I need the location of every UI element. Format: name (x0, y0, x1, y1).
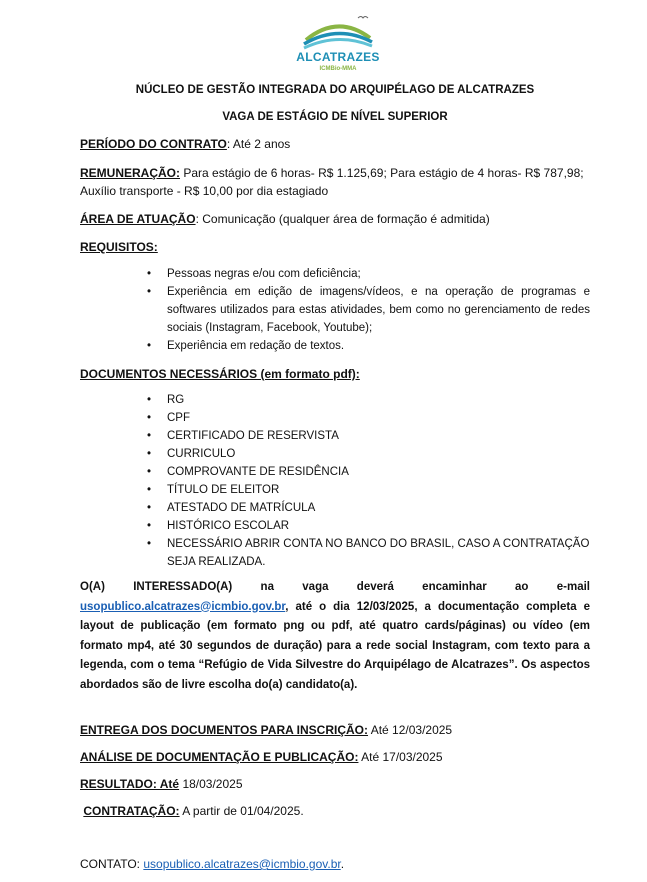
bullet-icon: • (147, 412, 152, 424)
contato-tail: . (340, 857, 345, 871)
list-item-text: HISTÓRICO ESCOLAR (167, 520, 290, 532)
list-item (145, 481, 590, 499)
page-subheading: VAGA DE ESTÁGIO DE NÍVEL SUPERIOR (222, 111, 448, 123)
bullet-icon: • (147, 538, 152, 550)
entrega-row (80, 721, 590, 739)
list-item (145, 499, 590, 517)
analise-row (80, 748, 590, 766)
list-item-text: CERTIFICADO DE RESERVISTA (167, 430, 339, 442)
requisitos-list (145, 265, 590, 355)
list-item (145, 391, 590, 409)
logo-name: ALCATRAZES (296, 50, 380, 64)
logo-waves-icon (296, 8, 380, 50)
requisitos-label (80, 238, 590, 256)
logo-subtitle: ICMBio-MMA (319, 66, 357, 72)
instrucoes-rest: , até o dia 12/03/2025, a documentação completa e layout de publicação (em formato png ou pdf, até quatro cards/páginas) ou vídeo (em formato mp4, até 30 segundos de duração) para a rede social Instagram, com texto para a legenda, com o tema “Refúgio de Vida Silvestre do Arquipélago de Alcatrazes”. Os aspectos abordados são de livre escolha do(a) candidato(a). (80, 600, 590, 691)
documentos-label-text: DOCUMENTOS NECESSÁRIOS (em formato pdf): (80, 367, 360, 381)
bullet-icon: • (147, 430, 152, 442)
list-item (145, 517, 590, 535)
periodo-row (80, 135, 590, 153)
area-value: : Comunicação (qualquer área de formação é admitida) (195, 212, 490, 226)
instrucoes-paragraph (80, 578, 590, 695)
area-label: ÁREA DE ATUAÇÃO (80, 212, 196, 226)
bullet-icon: • (147, 520, 152, 532)
list-item-text: RG (167, 394, 185, 406)
entrega-value: Até 12/03/2025 (368, 723, 453, 737)
bullet-icon: • (147, 448, 152, 460)
bullet-icon: • (147, 268, 152, 280)
contato-label: CONTATO: (80, 857, 144, 871)
documentos-list (145, 391, 590, 571)
analise-label: ANÁLISE DE DOCUMENTAÇÃO E PUBLICAÇÃO: (80, 750, 359, 764)
bullet-icon: • (147, 502, 152, 514)
list-item (145, 463, 590, 481)
list-item (145, 427, 590, 445)
resultado-row (80, 775, 590, 793)
remuneracao-value1: Para estágio de 6 horas- R$ 1.125,69; Para estágio de 4 horas- R$ 787,98; (180, 166, 584, 180)
bullet-icon: • (147, 466, 152, 478)
email-link[interactable]: usopublico.alcatrazes@icmbio.gov.br (80, 600, 286, 613)
remuneracao-label: REMUNERAÇÃO: (80, 166, 180, 180)
list-item-text: CPF (167, 412, 190, 424)
list-item-text: ATESTADO DE MATRÍCULA (167, 502, 316, 514)
entrega-label: ENTREGA DOS DOCUMENTOS PARA INSCRIÇÃO: (80, 723, 369, 737)
list-item-text: COMPROVANTE DE RESIDÊNCIA (167, 466, 349, 478)
requisitos-label-text: REQUISITOS: (80, 240, 158, 254)
list-item (145, 535, 590, 571)
remuneracao-value2: Auxílio transporte - R$ 10,00 por dia estagiado (80, 184, 329, 198)
contato-row (80, 855, 590, 873)
periodo-value: : Até 2 anos (226, 137, 291, 151)
alcatrazes-logo (296, 8, 380, 76)
list-item-text: TÍTULO DE ELEITOR (167, 484, 280, 496)
list-item (145, 337, 590, 355)
page-heading: NÚCLEO DE GESTÃO INTEGRADA DO ARQUIPÉLAGO DE ALCATRAZES (135, 84, 535, 96)
list-item (145, 445, 590, 463)
resultado-value: 18/03/2025 (179, 777, 243, 791)
bullet-icon: • (147, 394, 152, 406)
instrucoes-lead: O(A) INTERESSADO(A) na vaga deverá encaminhar ao e-mail (80, 581, 590, 593)
contato-email-link[interactable]: usopublico.alcatrazes@icmbio.gov.br (143, 857, 341, 871)
analise-value: Até 17/03/2025 (358, 750, 443, 764)
list-item-text: CURRICULO (167, 448, 236, 460)
remuneracao-row (80, 164, 590, 200)
list-item-text: Experiência em redação de textos. (167, 340, 345, 352)
list-item (145, 265, 590, 283)
documentos-label (80, 365, 590, 383)
resultado-label: RESULTADO: Até (80, 777, 180, 791)
list-item (145, 409, 590, 427)
periodo-label: PERÍODO DO CONTRATO (80, 137, 227, 151)
list-item-text: Pessoas negras e/ou com deficiência; (167, 268, 361, 280)
contratacao-label: CONTRATAÇÃO: (83, 804, 180, 818)
bullet-icon: • (147, 340, 152, 352)
contratacao-value: A partir de 01/04/2025. (179, 804, 304, 818)
bullet-icon: • (147, 484, 152, 496)
bullet-icon: • (147, 286, 152, 298)
area-row (80, 210, 590, 228)
list-item-text: NECESSÁRIO ABRIR CONTA NO BANCO DO BRASIL, CASO A CONTRATAÇÃO SEJA REALIZADA. (167, 538, 590, 568)
list-item-text: Experiência em edição de imagens/vídeos, e na operação de programas e softwares utilizados para estas atividades, bem como no gerenciamento de redes sociais (Instagram, Facebook, Youtube); (167, 286, 590, 334)
list-item (145, 283, 590, 337)
contratacao-row (80, 802, 590, 820)
